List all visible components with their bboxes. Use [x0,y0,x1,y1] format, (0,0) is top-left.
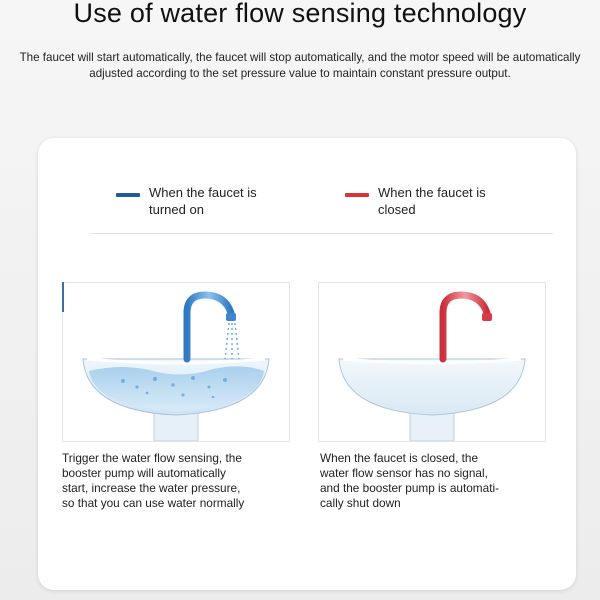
faucet-closed-caption: When the faucet is closed, the water flow sensor has no signal, and the booster pump is automati- cally shut down [320,451,500,510]
faucet-closed-illustration [318,282,546,442]
info-card [38,138,576,590]
legend-blue-swatch [116,193,140,197]
faucet-icon [443,295,487,359]
faucet-on-illustration [62,282,290,442]
legend-closed-label: When the faucet is closed [378,185,486,217]
panel-accent-bar [62,282,64,312]
faucet-icon [187,295,231,359]
faucet-on-caption: Trigger the water flow sensing, the booster pump will automatically start, increase the water pressure, so that you can use water normally [62,451,245,510]
legend-on-label: When the faucet is turned on [149,185,257,217]
legend-faucet-on [116,184,257,218]
basin-icon [339,359,525,415]
divider [90,233,553,234]
page-title: Use of water flow sensing technology [73,0,527,28]
legend-red-swatch [345,193,369,197]
faucet-on-image [63,283,289,441]
page-subtitle: The faucet will start automatically, the faucet will stop automatically, and the motor speed will be automatically adjusted according to the set pressure value to maintain constant pressure output. [19,51,581,80]
legend-faucet-closed [345,184,486,218]
faucet-closed-image [319,283,545,441]
